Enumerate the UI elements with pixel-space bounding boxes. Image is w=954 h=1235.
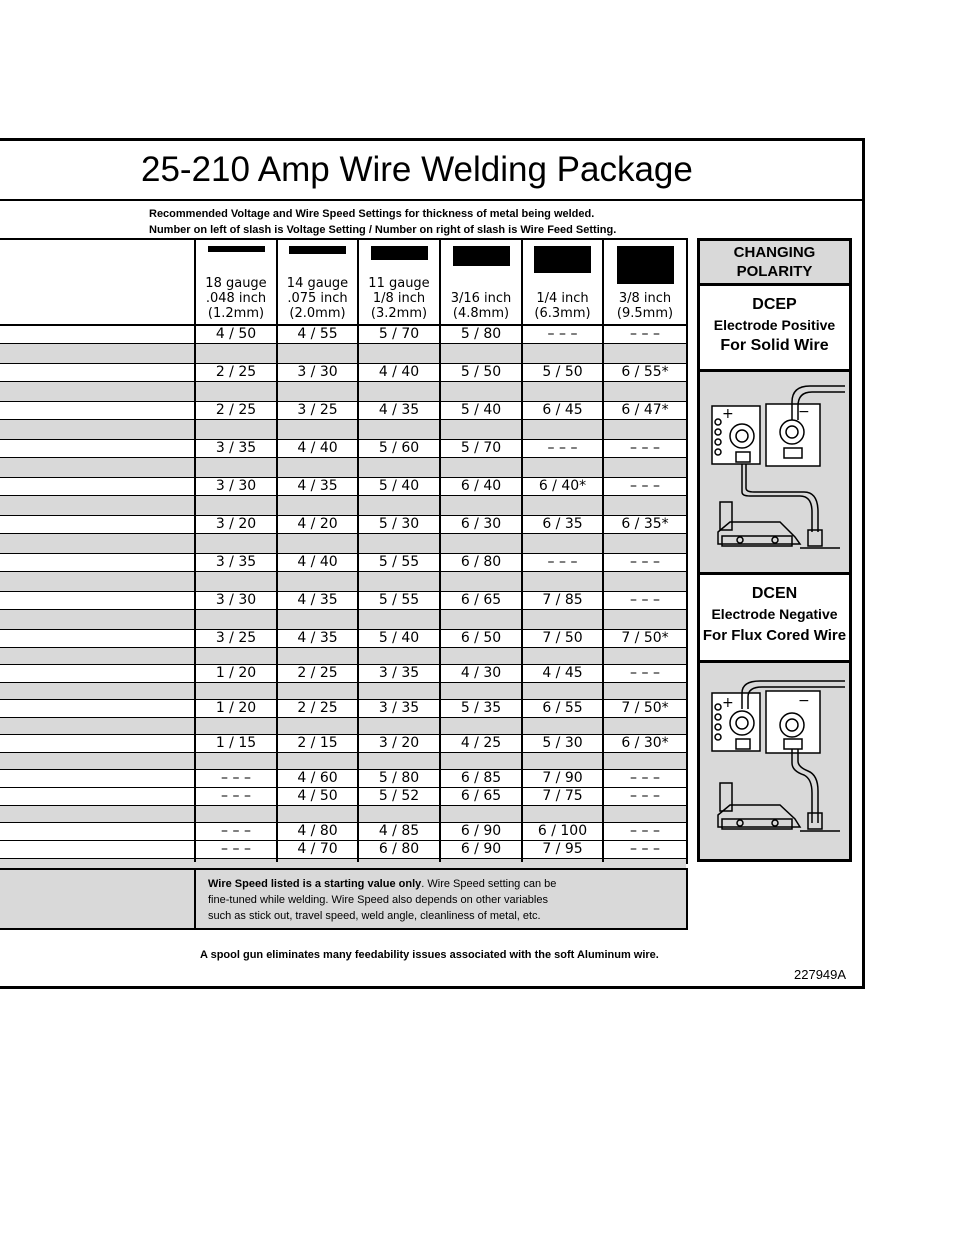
column-header [359,276,439,321]
dcen-label-box [700,572,849,663]
table-cell: – – – [221,770,251,786]
table-cell: 3 / 35 [378,700,420,716]
table-cell: 5 / 70 [460,440,502,456]
table-cell: 6 / 90 [460,823,502,839]
table-cell: 7 / 50* [621,630,669,646]
table-cell: 6 / 45 [542,402,583,418]
column-header-gauge: 18 gauge [205,276,267,291]
table-cell: 5 / 55 [378,554,420,570]
column-header-mm: (9.5mm) [616,306,674,321]
table-cell: 6 / 30* [621,735,669,751]
note-bold: Wire Speed listed is a starting value only [208,878,422,890]
dcep-line-1: Electrode Positive [713,317,836,333]
table-cell: 3 / 25 [215,630,257,646]
table-cell: 6 / 80 [460,554,502,570]
welding-chart-frame [0,138,865,989]
column-header [523,276,602,321]
column-header [278,276,357,321]
column-header-inch: 3/8 inch [618,291,672,306]
thickness-swatch [289,246,346,254]
dcen-line-2: For Flux Cored Wire [702,627,847,644]
table-cell: 4 / 85 [378,823,420,839]
table-cell: 6 / 55 [542,700,583,716]
table-cell: 5 / 30 [542,735,583,751]
table-cell: 7 / 95 [542,841,583,857]
table-cell: 4 / 20 [297,516,338,532]
table-cell: 6 / 30 [460,516,502,532]
table-cell: 5 / 80 [378,770,420,786]
table-cell: – – – [630,770,660,786]
table-cell: 5 / 52 [378,788,420,804]
polarity-title [700,243,849,281]
table-cell: 4 / 35 [297,630,338,646]
table-cell: 3 / 35 [378,665,420,681]
note-line-3: such as stick out, travel speed, weld angle, cleanliness of metal, etc. [208,910,541,922]
gray-spacer-row [0,806,686,822]
table-cell: – – – [547,440,578,456]
table-cell: 6 / 35 [542,516,583,532]
table-cell: 4 / 35 [297,592,338,608]
dcen-diagram [700,663,849,859]
spool-gun-note: A spool gun eliminates many feedability issues associated with the soft Aluminum wire. [200,949,659,961]
column-divider [357,240,359,862]
settings-table [0,238,688,864]
polarity-title-line-1: CHANGING [733,244,816,261]
table-cell: 4 / 45 [542,665,583,681]
note-line-1: . Wire Speed setting can be [421,878,557,890]
column-header-mm: (4.8mm) [452,306,510,321]
table-cell: 5 / 30 [378,516,420,532]
note-line-2: fine-tuned while welding. Wire Speed also depends on other variables [208,894,548,906]
table-cell: 2 / 25 [297,700,338,716]
column-header-gauge: 14 gauge [286,276,349,291]
table-cell: 6 / 50 [460,630,502,646]
table-cell: 6 / 65 [460,592,502,608]
thickness-swatch [371,246,428,260]
table-cell: 5 / 80 [460,326,502,342]
table-cell: – – – [630,554,660,570]
dcen-line-1: Electrode Negative [711,606,838,622]
gray-spacer-row [0,572,686,591]
table-cell: 4 / 50 [215,326,257,342]
table-cell: 2 / 25 [215,402,257,418]
table-cell: 3 / 20 [215,516,257,532]
column-header-inch: .075 inch [287,291,348,306]
subtitle-line-2: Number on left of slash is Voltage Setting / Number on right of slash is Wire Feed Setting. [149,224,617,236]
table-cell: 3 / 35 [215,440,257,456]
gray-spacer-row [0,496,686,515]
table-cell: 5 / 40 [460,402,502,418]
column-header [604,276,686,321]
table-cell: 4 / 40 [297,554,338,570]
note-text [208,876,556,924]
gray-spacer-row [0,344,686,363]
chart-subtitle [149,206,616,238]
table-cell: 4 / 35 [378,402,420,418]
column-divider [276,240,278,862]
gray-spacer-row [0,753,686,769]
table-cell: 6 / 100 [537,823,588,839]
table-cell: 4 / 40 [297,440,338,456]
column-header-mm: (2.0mm) [289,306,346,321]
wire-speed-note [0,868,688,930]
table-cell: – – – [630,823,660,839]
page-title: 25-210 Amp Wire Welding Package [0,141,862,201]
column-header-mm: (6.3mm) [534,306,591,321]
dcep-label-box [700,283,849,372]
table-cell: 6 / 85 [460,770,502,786]
table-cell: 4 / 40 [378,364,420,380]
table-cell: 3 / 30 [215,592,257,608]
gray-spacer-row [0,420,686,439]
table-cell: 6 / 40* [538,478,587,494]
column-divider [194,240,196,862]
column-header [196,276,276,321]
table-cell: 5 / 60 [378,440,420,456]
column-header-mm: (1.2mm) [207,306,265,321]
table-cell: 3 / 30 [297,364,338,380]
table-cell: – – – [630,326,660,342]
column-header-mm: (3.2mm) [370,306,428,321]
minus-symbol: − [798,404,810,420]
table-cell: 5 / 50 [542,364,583,380]
table-cell: 5 / 70 [378,326,420,342]
column-header-inch: 1/8 inch [372,291,426,306]
polarity-title-line-2: POLARITY [736,263,813,280]
thickness-swatch [453,246,510,266]
part-number: 227949A [794,967,847,982]
column-header-inch: 1/4 inch [536,291,589,306]
table-cell: 4 / 70 [297,841,338,857]
dcep-line-2: For Solid Wire [720,337,829,354]
table-cell: 3 / 20 [378,735,420,751]
table-cell: 6 / 35* [621,516,669,532]
table-cell: 4 / 55 [297,326,338,342]
gray-spacer-row [0,458,686,477]
table-cell: 4 / 35 [297,478,338,494]
table-cell: 3 / 30 [215,478,257,494]
table-cell: 3 / 25 [297,402,338,418]
gray-spacer-row [0,683,686,699]
table-cell: 1 / 20 [215,665,257,681]
gray-spacer-row [0,610,686,629]
table-cell: 4 / 30 [460,665,502,681]
column-header [441,276,521,321]
plus-symbol: + [722,695,734,711]
table-cell: 2 / 25 [215,364,257,380]
table-cell: – – – [630,841,660,857]
column-header-gauge [604,276,686,291]
column-header-inch: 3/16 inch [450,291,512,306]
table-cell: 2 / 25 [297,665,338,681]
column-header-inch: .048 inch [205,291,267,306]
table-cell: 2 / 15 [297,735,338,751]
table-cell: – – – [547,326,578,342]
gray-spacer-row [0,718,686,734]
table-cell: – – – [547,554,578,570]
table-cell: – – – [221,841,251,857]
table-cell: 5 / 50 [460,364,502,380]
table-cell: 5 / 35 [460,700,502,716]
table-cell: 3 / 35 [215,554,257,570]
table-cell: – – – [221,788,251,804]
table-cell: – – – [630,788,660,804]
table-cell: 7 / 50* [621,700,669,716]
table-cell: 6 / 90 [460,841,502,857]
thickness-swatch [534,246,591,273]
minus-symbol: − [798,693,810,709]
subtitle-line-1: Recommended Voltage and Wire Speed Settings for thickness of metal being welded. [149,208,595,220]
table-cell: 7 / 90 [542,770,583,786]
table-cell: 1 / 15 [215,735,257,751]
table-cell: 7 / 75 [542,788,583,804]
gray-spacer-row [0,648,686,664]
table-cell: 6 / 80 [378,841,420,857]
column-header-gauge [441,276,521,291]
table-cell: 1 / 20 [215,700,257,716]
column-divider [602,240,604,862]
gray-spacer-row [0,382,686,401]
table-cell: 4 / 60 [297,770,338,786]
table-cell: – – – [630,440,660,456]
note-divider [194,870,196,928]
gray-spacer-row [0,534,686,553]
dcep-diagram [700,372,849,572]
table-cell: 5 / 40 [378,478,420,494]
plus-symbol: + [722,406,734,422]
table-cell: 5 / 55 [378,592,420,608]
column-header-gauge [523,276,602,291]
table-cell: 6 / 55* [621,364,669,380]
column-divider [521,240,523,862]
polarity-panel [697,238,852,862]
table-cell: – – – [630,592,660,608]
table-cell: 4 / 80 [297,823,338,839]
table-cell: 6 / 47* [621,402,669,418]
table-cell: 6 / 40 [460,478,502,494]
table-cell: 4 / 50 [297,788,338,804]
column-divider [439,240,441,862]
table-cell: 4 / 25 [460,735,502,751]
table-cell: 5 / 40 [378,630,420,646]
dcep-name: DCEP [752,296,797,313]
column-header-gauge: 11 gauge [368,276,430,291]
table-cell: – – – [630,665,660,681]
dcen-name: DCEN [751,585,798,602]
table-cell: 6 / 65 [460,788,502,804]
table-cell: 7 / 85 [542,592,583,608]
table-cell: – – – [221,823,251,839]
thickness-swatch [208,246,265,252]
table-cell: – – – [630,478,660,494]
table-cell: 7 / 50 [542,630,583,646]
